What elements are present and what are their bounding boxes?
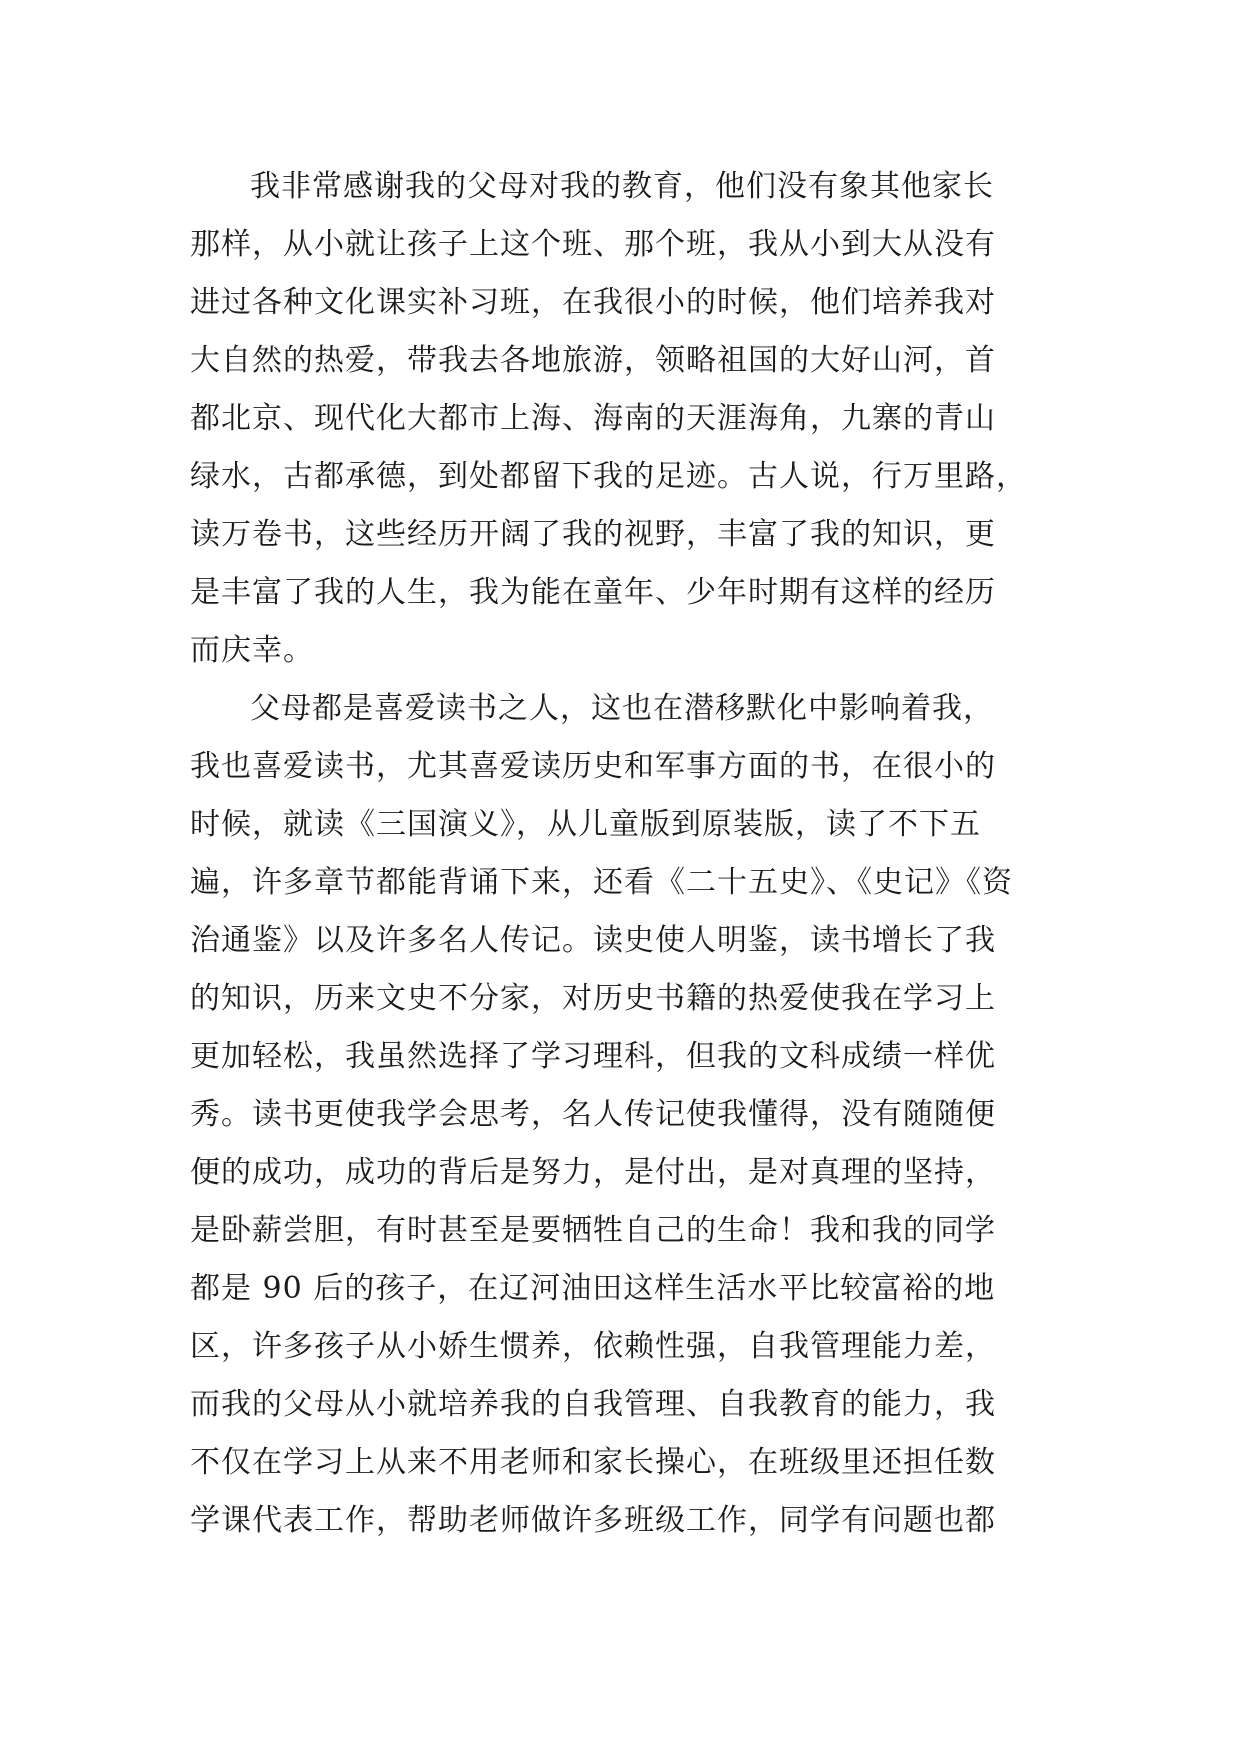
text-line: 绿水，古都承德，到处都留下我的足迹。古人说，行万里路， <box>190 459 1027 494</box>
text-line: 都北京、现代化大都市上海、海南的天涯海角，九寨的青山 <box>190 401 996 436</box>
text-line: 遍，许多章节都能背诵下来，还看《二十五史》、《史记》《资 <box>190 865 1013 900</box>
text-line: 更加轻松，我虽然选择了学习理科，但我的文科成绩一样优 <box>190 1039 996 1074</box>
text-line: 那样，从小就让孩子上这个班、那个班，我从小到大从没有 <box>190 227 996 262</box>
paragraph-1 <box>190 158 1060 680</box>
text-line: 我也喜爱读书，尤其喜爱读历史和军事方面的书，在很小的 <box>190 749 996 784</box>
text-line: 不仅在学习上从来不用老师和家长操心，在班级里还担任数 <box>190 1445 996 1480</box>
text-line: 进过各种文化课实补习班，在我很小的时候，他们培养我对 <box>190 285 996 320</box>
text-line: 我非常感谢我的父母对我的教育，他们没有象其他家长 <box>250 169 994 204</box>
text-line: 区，许多孩子从小娇生惯养，依赖性强，自我管理能力差， <box>190 1329 996 1364</box>
text-line: 大自然的热爱，带我去各地旅游，领略祖国的大好山河，首 <box>190 343 996 378</box>
body-text <box>190 158 1060 1550</box>
text-line: 的知识，历来文史不分家，对历史书籍的热爱使我在学习上 <box>190 981 996 1016</box>
text-line: 是丰富了我的人生，我为能在童年、少年时期有这样的经历 <box>190 575 996 610</box>
text-line: 是卧薪尝胆，有时甚至是要牺牲自己的生命！我和我的同学 <box>190 1213 996 1248</box>
text-line: 时候，就读《三国演义》，从儿童版到原装版，读了不下五 <box>190 807 981 842</box>
text-line: 治通鉴》以及许多名人传记。读史使人明鉴，读书增长了我 <box>190 923 996 958</box>
text-line: 秀。读书更使我学会思考，名人传记使我懂得，没有随随便 <box>190 1097 996 1132</box>
text-line: 读万卷书，这些经历开阔了我的视野，丰富了我的知识，更 <box>190 517 996 552</box>
text-line: 便的成功，成功的背后是努力，是付出，是对真理的坚持， <box>190 1155 996 1190</box>
text-line: 都是 90 后的孩子，在辽河油田这样生活水平比较富裕的地 <box>190 1271 996 1306</box>
text-line: 父母都是喜爱读书之人，这也在潜移默化中影响着我， <box>250 691 994 726</box>
paragraph-2 <box>190 680 1060 1550</box>
text-line: 而我的父母从小就培养我的自我管理、自我教育的能力，我 <box>190 1387 996 1422</box>
text-line: 学课代表工作，帮助老师做许多班级工作，同学有问题也都 <box>190 1503 996 1538</box>
text-line: 而庆幸。 <box>190 633 314 668</box>
